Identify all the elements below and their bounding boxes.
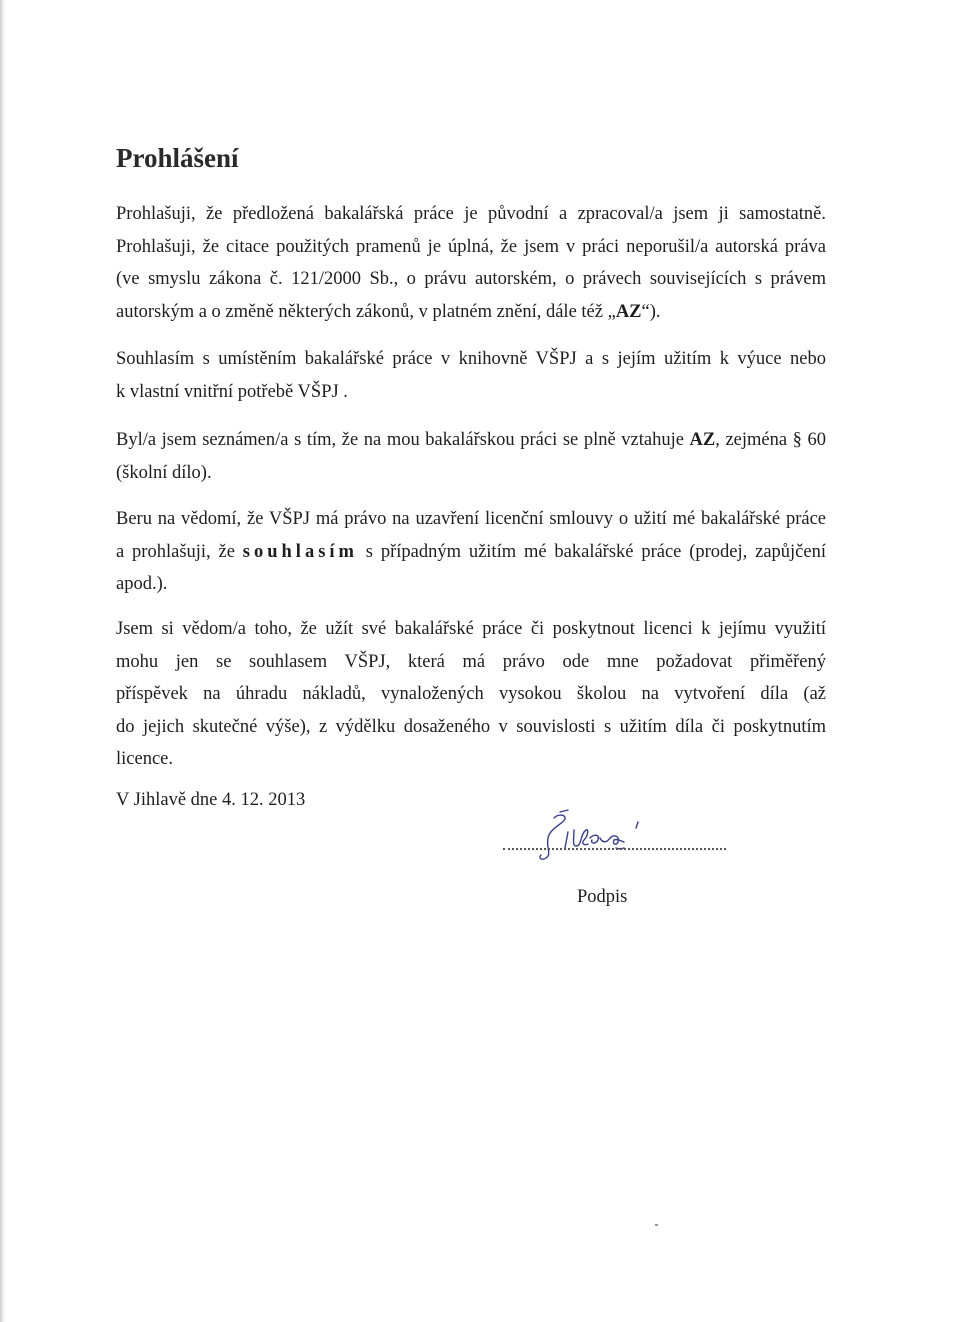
- text-line: licence.: [116, 749, 173, 769]
- scan-edge: [0, 0, 6, 1322]
- az-abbreviation: AZ: [615, 301, 642, 322]
- az-abbreviation: AZ: [689, 430, 716, 450]
- text-line: [116, 424, 826, 457]
- text-line: k vlastní vnitřní potřebě VŠPJ .: [116, 381, 348, 402]
- text-line: (ve smyslu zákona č. 121/2000 Sb., o právu autorském, o právech souvisejících s právem: [116, 269, 826, 289]
- text-line: [116, 296, 826, 329]
- text-line: Souhlasím s umístěním bakalářské práce v knihovně VŠPJ a s jejím užitím k výuce nebo: [116, 349, 826, 369]
- text-line: Jsem si vědom/a toho, že užít své bakalářské práce či poskytnout licenci k jejímu využití: [116, 619, 826, 639]
- signature-dotted-line: [503, 848, 726, 850]
- text-line: Prohlašuji, že citace použitých pramenů je úplná, že jsem v práci neporušil/a autorská práva: [116, 236, 826, 257]
- declaration-paragraph-license-agreement: [116, 503, 826, 601]
- text-fragment: , zejména § 60: [715, 430, 827, 450]
- text-line: (školní dílo).: [116, 462, 212, 483]
- text-line: mohu jen se souhlasem VŠPJ, která má právo ode mne požadovat přiměřený: [116, 651, 826, 672]
- handwritten-signature: [532, 808, 652, 868]
- place-and-date: V Jihlavě dne 4. 12. 2013: [116, 790, 306, 810]
- text-line: Beru na vědomí, že VŠPJ má právo na uzavření licenční smlouvy o užití mé bakalářské práce: [116, 509, 826, 529]
- text-line: Prohlašuji, že předložená bakalářská práce je původní a zpracoval/a jsem ji samostatně.: [116, 204, 826, 224]
- declaration-paragraph-originality: [116, 198, 826, 328]
- text-fragment: Byl/a jsem seznámen/a s tím, že na mou bakalářskou práci se plně vztahuje: [116, 430, 684, 450]
- text-line: apod.).: [116, 574, 168, 594]
- signature-label: Podpis: [577, 887, 628, 907]
- text-line: do jejich skutečné výše), z výdělku dosaženého v souvislosti s užitím díla či poskytnutím: [116, 716, 826, 737]
- text-line: [116, 536, 826, 569]
- declaration-paragraph-license-fee: [116, 613, 826, 776]
- consent-word: souhlasím: [242, 541, 358, 562]
- declaration-paragraph-school-work: [116, 424, 826, 489]
- declaration-paragraph-library-consent: [116, 343, 826, 408]
- document-title: Prohlášení: [116, 143, 239, 173]
- text-line: příspěvek na úhradu nákladů, vynaložených vysokou školou na vytvoření díla (až: [116, 684, 826, 704]
- text-fragment: a prohlašuji, že: [116, 541, 235, 562]
- text-fragment: s případným užitím mé bakalářské práce (prodej, zapůjčení: [365, 541, 826, 562]
- text-fragment: “).: [641, 301, 661, 322]
- text-fragment: autorským a o změně některých zákonů, v platném znění, dále též „: [116, 301, 616, 322]
- scan-speck: [655, 1224, 658, 1226]
